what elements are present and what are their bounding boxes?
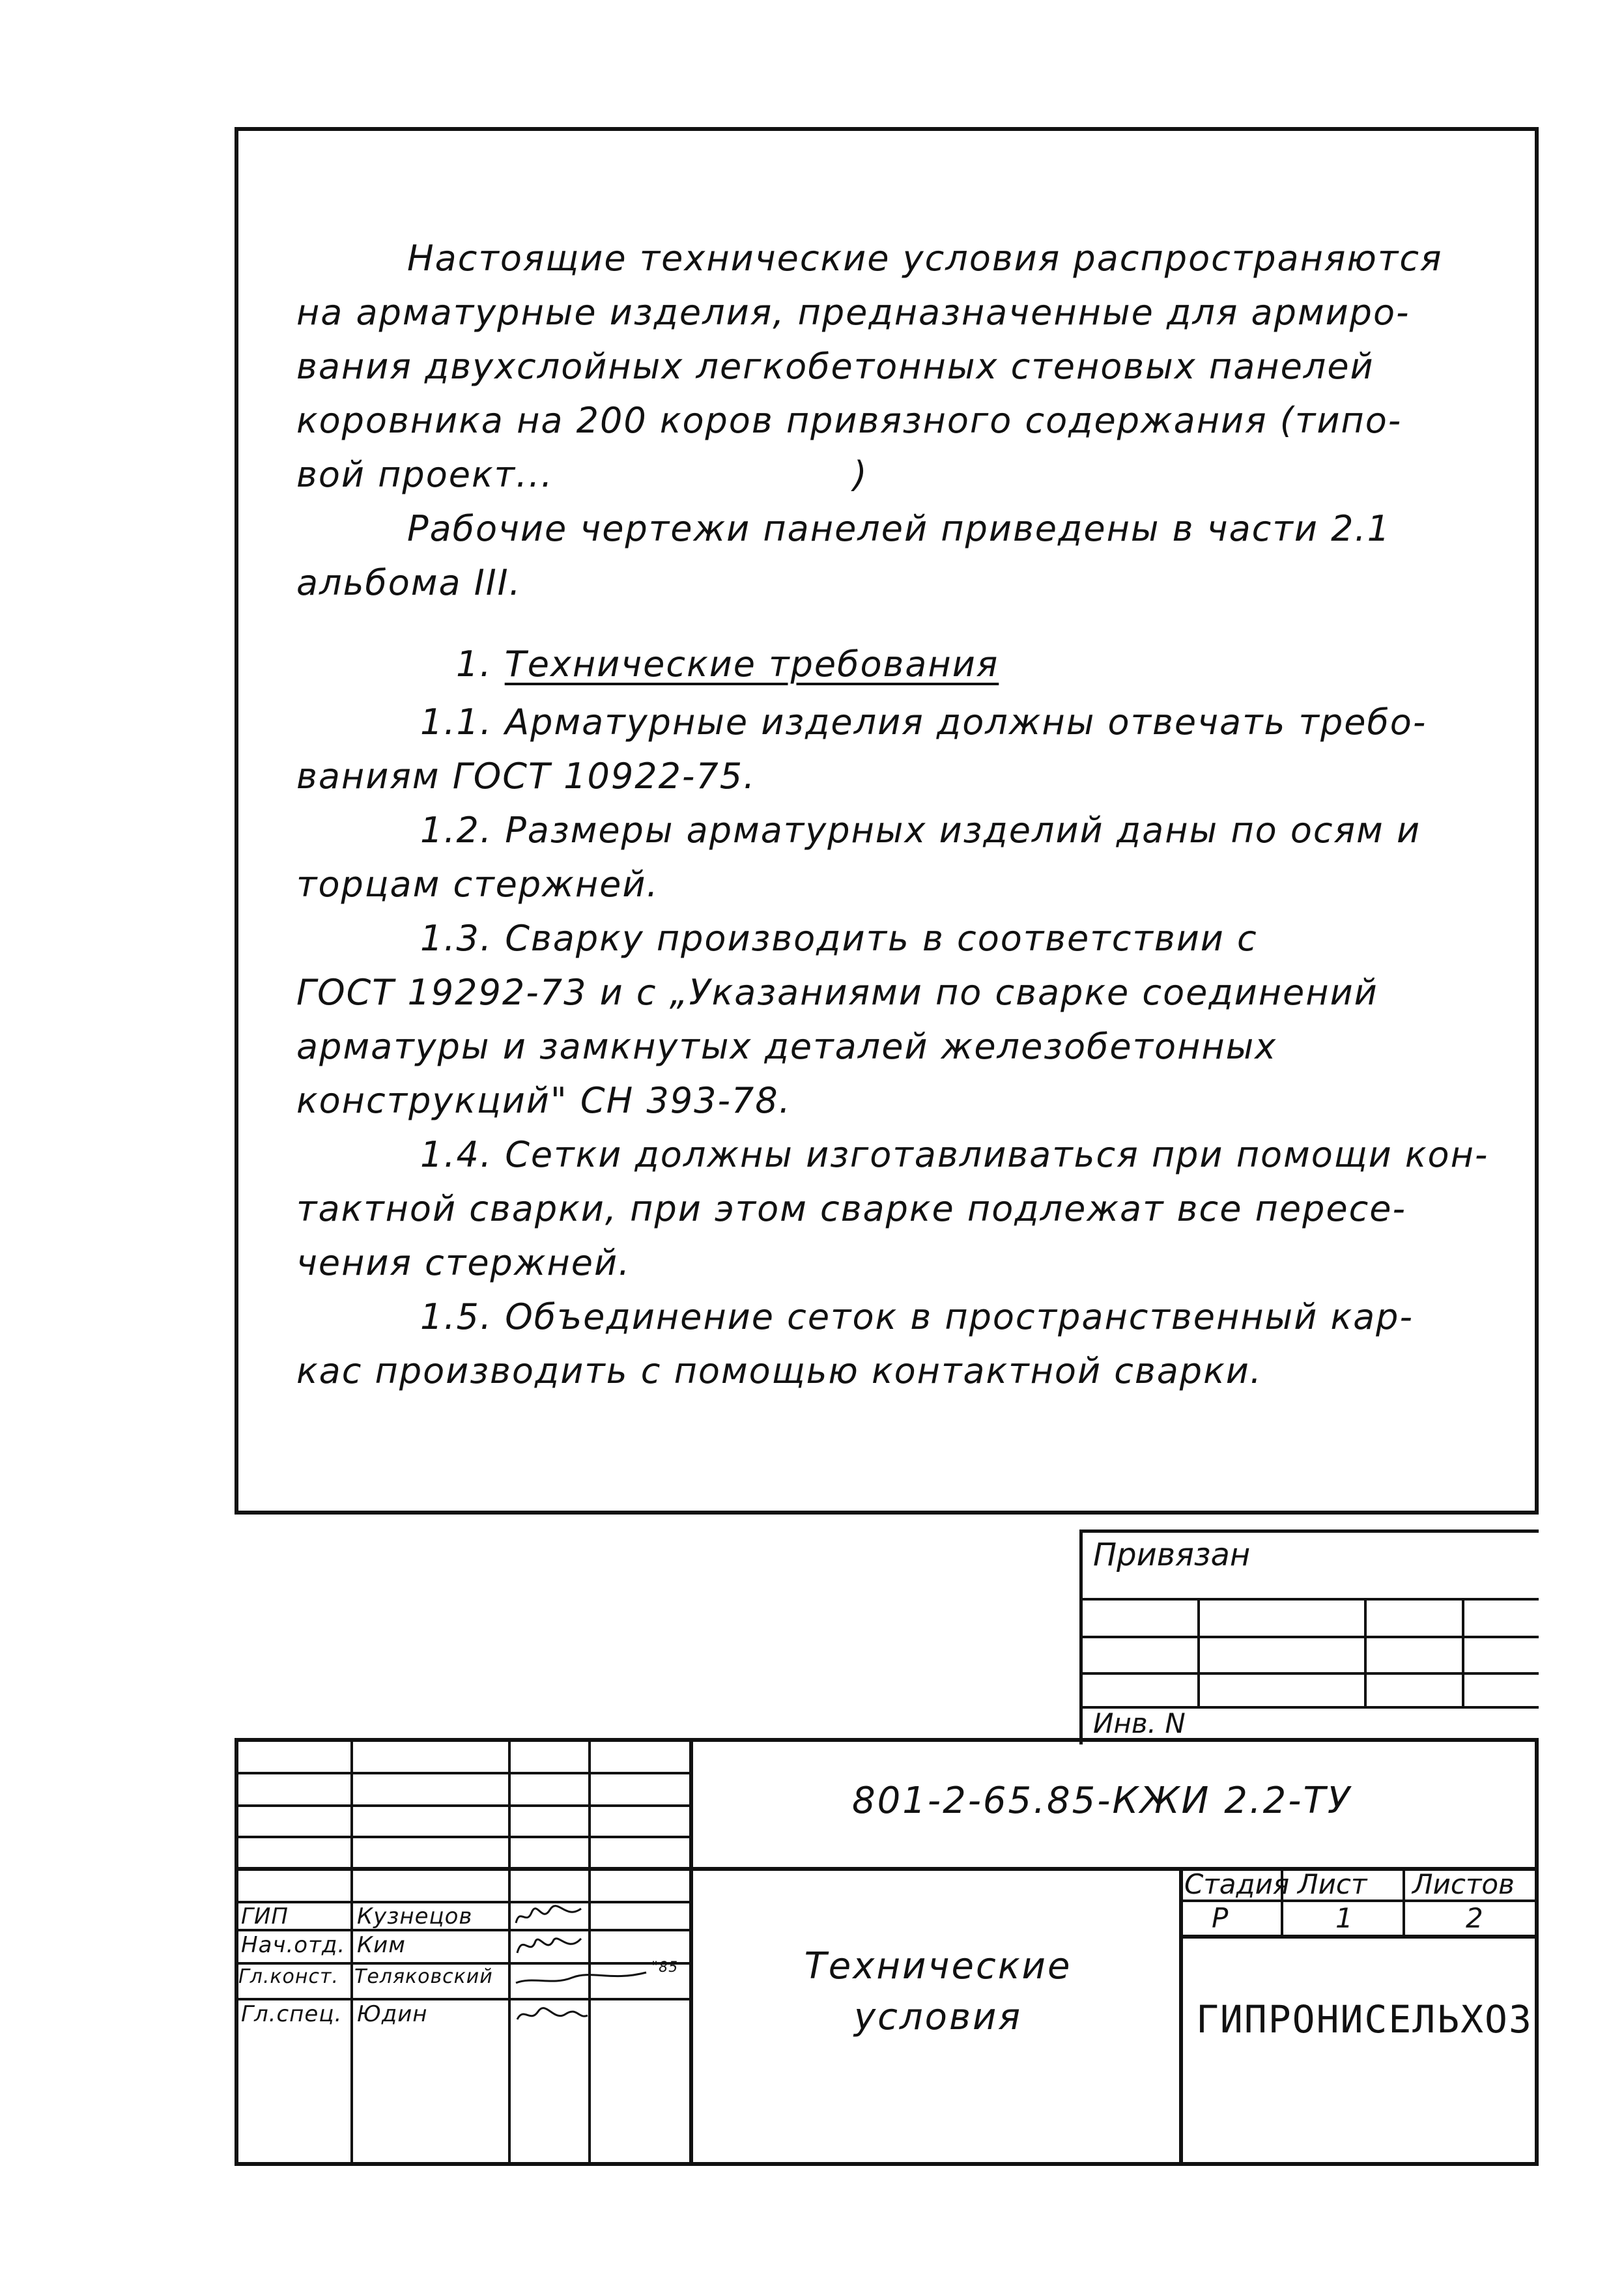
section-title: Технические требования	[504, 644, 999, 685]
signer-role: Гл.конст.	[238, 1965, 339, 1988]
stage-header: Стадия	[1184, 1868, 1290, 1900]
stamp-rule	[1083, 1672, 1539, 1675]
sheets-value: 2	[1466, 1902, 1483, 1934]
clause-line: торцам стержней.	[296, 864, 659, 905]
title-block	[235, 1738, 1539, 2166]
project-reference: вой проект...	[296, 454, 554, 495]
tb-rule	[235, 1772, 689, 1774]
drawings-line: Рабочие чертежи панелей приведены в части 2.1	[407, 508, 1391, 549]
signature-yudin-icon	[513, 2000, 591, 2028]
tb-rule	[235, 1804, 689, 1807]
document-title-line: условия	[853, 1996, 1023, 2038]
signer-name: Кузнецов	[357, 1903, 473, 1929]
signer-role: ГИП	[241, 1903, 289, 1929]
intro-line: Настоящие технические условия распространяются	[407, 238, 1443, 279]
tb-rule	[1179, 1935, 1539, 1939]
stamp-rule	[1083, 1636, 1539, 1638]
clause-line: 1.1. Арматурные изделия должны отвечать требо-	[420, 702, 1427, 743]
stamp-rule	[1083, 1598, 1539, 1601]
signature-date: "85	[651, 1959, 679, 1976]
clause-line: ваниям ГОСТ 10922-75.	[296, 756, 756, 797]
clause-line: ГОСТ 19292-73 и с „Указаниями по сварке соединений	[296, 972, 1378, 1013]
signer-role: Гл.спец.	[241, 2001, 343, 2027]
stamp-divider	[1197, 1598, 1200, 1706]
clause-line: арматуры и замкнутых деталей железобетонных	[296, 1026, 1277, 1067]
stamp-divider	[1364, 1598, 1367, 1706]
tb-divider	[689, 1742, 693, 2166]
intro-line: коровника на 200 коров привязного содержания (типо-	[296, 400, 1403, 441]
clause-line: 1.3. Сварку производить в соответствии с	[420, 918, 1258, 959]
stage-value: Р	[1212, 1902, 1229, 1934]
drawings-line: альбома III.	[296, 562, 522, 603]
specification-text	[296, 231, 1508, 1398]
signature-telyakovsky-icon	[513, 1963, 650, 1992]
signature-kuznetsov-icon	[513, 1903, 585, 1929]
intro-line: вания двухслойных легкобетонных стеновых панелей	[296, 346, 1375, 387]
clause-line: чения стержней.	[296, 1242, 631, 1283]
attached-label: Привязан	[1093, 1537, 1251, 1573]
sheets-header: Листов	[1412, 1868, 1515, 1900]
sheet-value: 1	[1335, 1902, 1353, 1934]
signer-name: Ким	[357, 1932, 406, 1958]
closing-paren: )	[853, 454, 868, 495]
attachment-stamp	[1079, 1530, 1539, 1744]
signer-name: Теляковский	[354, 1965, 493, 1988]
sheet-header: Лист	[1298, 1868, 1367, 1900]
clause-line: тактной сварки, при этом сварке подлежат все пересе-	[296, 1188, 1407, 1229]
tb-border	[235, 2162, 1539, 2166]
organization-name: ГИПРОНИСЕЛЬХОЗ	[1196, 1997, 1533, 2042]
signature-kim-icon	[513, 1931, 585, 1959]
clause-line: 1.4. Сетки должны изготавливаться при помощи кон-	[420, 1134, 1489, 1175]
section-heading	[296, 637, 1508, 691]
clause-line: 1.5. Объединение сеток в пространственный кар-	[420, 1296, 1414, 1337]
inventory-label: Инв. N	[1093, 1707, 1186, 1739]
document-title-line: Технические	[804, 1945, 1072, 1987]
tb-rule	[235, 1836, 689, 1838]
signer-name: Юдин	[357, 2001, 428, 2027]
clause-line: конструкций" СН 393-78.	[296, 1080, 791, 1121]
tb-rule	[235, 1998, 689, 2000]
intro-line	[296, 448, 1508, 502]
tb-border	[1535, 1742, 1539, 2166]
document-title	[710, 1941, 1166, 2043]
tb-divider	[1179, 1867, 1183, 2166]
signer-role: Нач.отд.	[241, 1932, 346, 1958]
stamp-divider	[1462, 1598, 1464, 1706]
clause-line: 1.2. Размеры арматурных изделий даны по осям и	[420, 810, 1421, 851]
clause-line: кас производить с помощью контактной сварки.	[296, 1350, 1262, 1391]
section-number: 1.	[456, 644, 492, 685]
intro-line: на арматурные изделия, предназначенные для армиро-	[296, 292, 1410, 333]
document-code: 801-2-65.85-КЖИ 2.2-ТУ	[852, 1780, 1352, 1822]
